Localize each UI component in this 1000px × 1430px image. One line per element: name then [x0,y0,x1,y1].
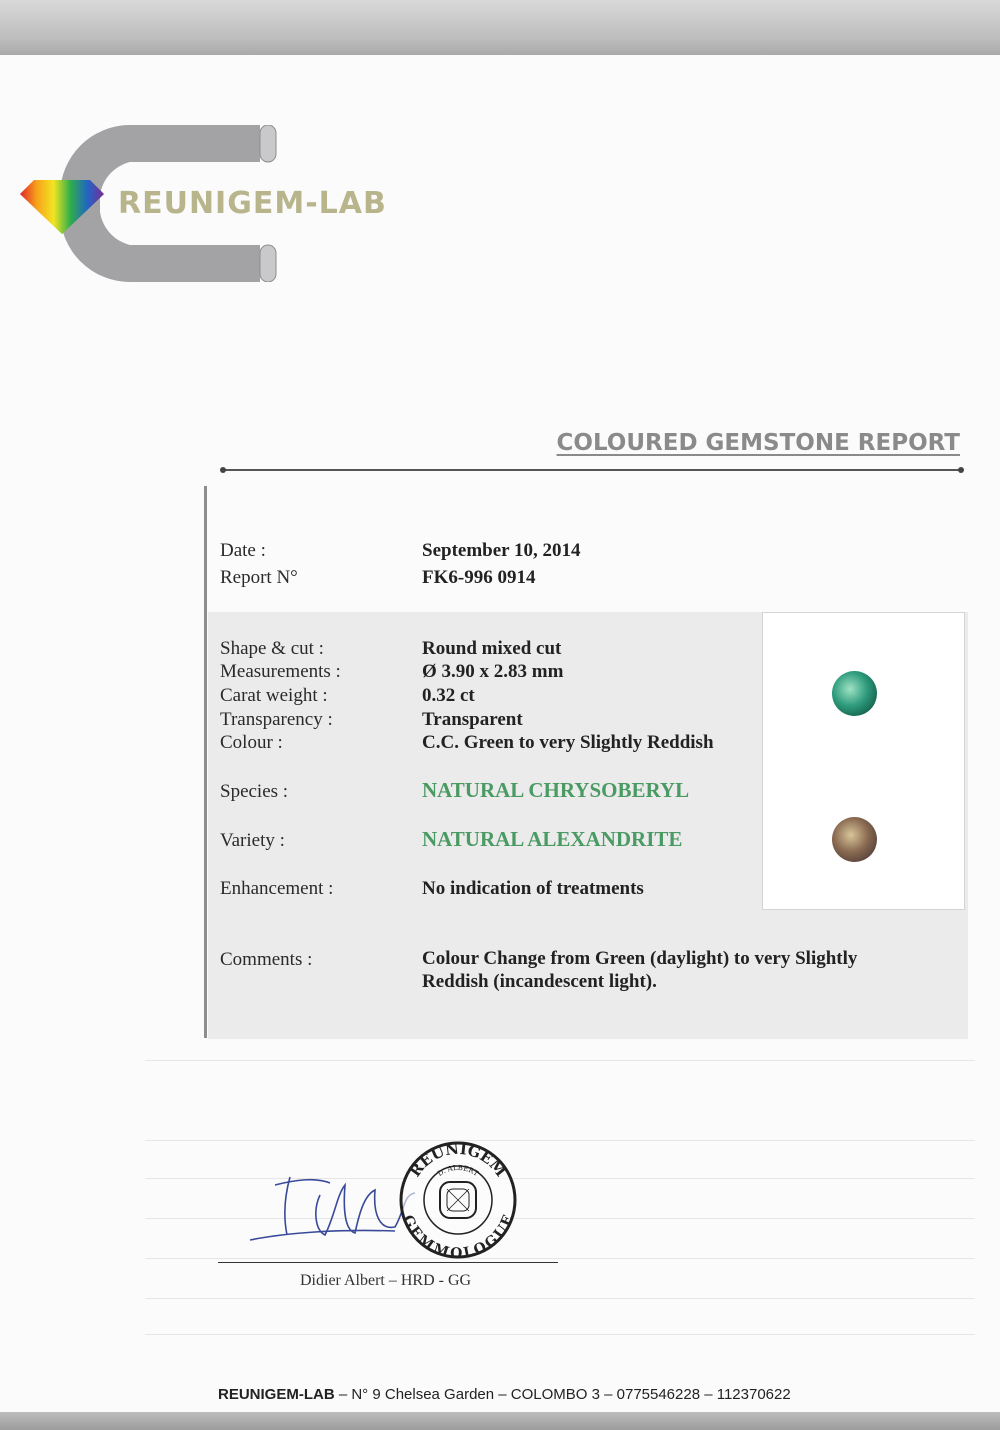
logo-wordmark: REUNIGEM-LAB [118,186,387,221]
enhancement-label: Enhancement : [220,878,334,899]
svg-text:D. ALBERT: D. ALBERT [436,1163,480,1178]
gem-daylight-image [832,671,877,716]
comments-label: Comments : [220,949,313,970]
carat-label: Carat weight : [220,685,328,706]
measurements-label: Measurements : [220,661,341,682]
variety-value: NATURAL ALEXANDRITE [422,827,683,851]
signature-rule [218,1262,558,1263]
shape-label: Shape & cut : [220,638,324,659]
signer-name: Didier Albert – HRD - GG [300,1272,472,1289]
transparency-value: Transparent [422,709,523,730]
rainbow-gem-icon [20,180,104,234]
shape-value: Round mixed cut [422,638,562,659]
svg-text:REUNIGEM: REUNIGEM [405,1140,510,1181]
species-value: NATURAL CHRYSOBERYL [422,778,690,802]
date-value: September 10, 2014 [422,540,581,561]
scan-top-edge [0,0,1000,55]
footer-address [218,1386,791,1403]
left-vertical-rule [204,486,207,1038]
colour-value: C.C. Green to very Slightly Reddish [422,732,714,753]
colour-label: Colour : [220,732,283,753]
report-title: COLOURED GEMSTONE REPORT [556,430,960,456]
svg-text:GEMMOLOGUE: GEMMOLOGUE [399,1212,517,1260]
report-number-label: Report N° [220,567,298,588]
scan-bottom-edge [0,1412,1000,1430]
comments-value: Colour Change from Green (daylight) to very Slightly Reddish (incandescent light). [422,948,858,992]
variety-label: Variety : [220,830,285,851]
report-number-value: FK6-996 0914 [422,567,536,588]
footer-brand: REUNIGEM-LAB [218,1386,335,1403]
enhancement-value: No indication of treatments [422,878,644,899]
footer-contact: – N° 9 Chelsea Garden – COLOMBO 3 – 0775546228 – 112370622 [334,1386,791,1403]
measurements-value: Ø 3.90 x 2.83 mm [422,661,564,682]
carat-value: 0.32 ct [422,685,475,706]
title-rule [222,469,962,471]
species-label: Species : [220,781,289,802]
gemstone-photo [762,612,965,910]
gemmologist-seal-stamp [398,1140,518,1260]
date-label: Date : [220,540,266,561]
gem-incandescent-image [832,817,877,862]
transparency-label: Transparency : [220,709,333,730]
